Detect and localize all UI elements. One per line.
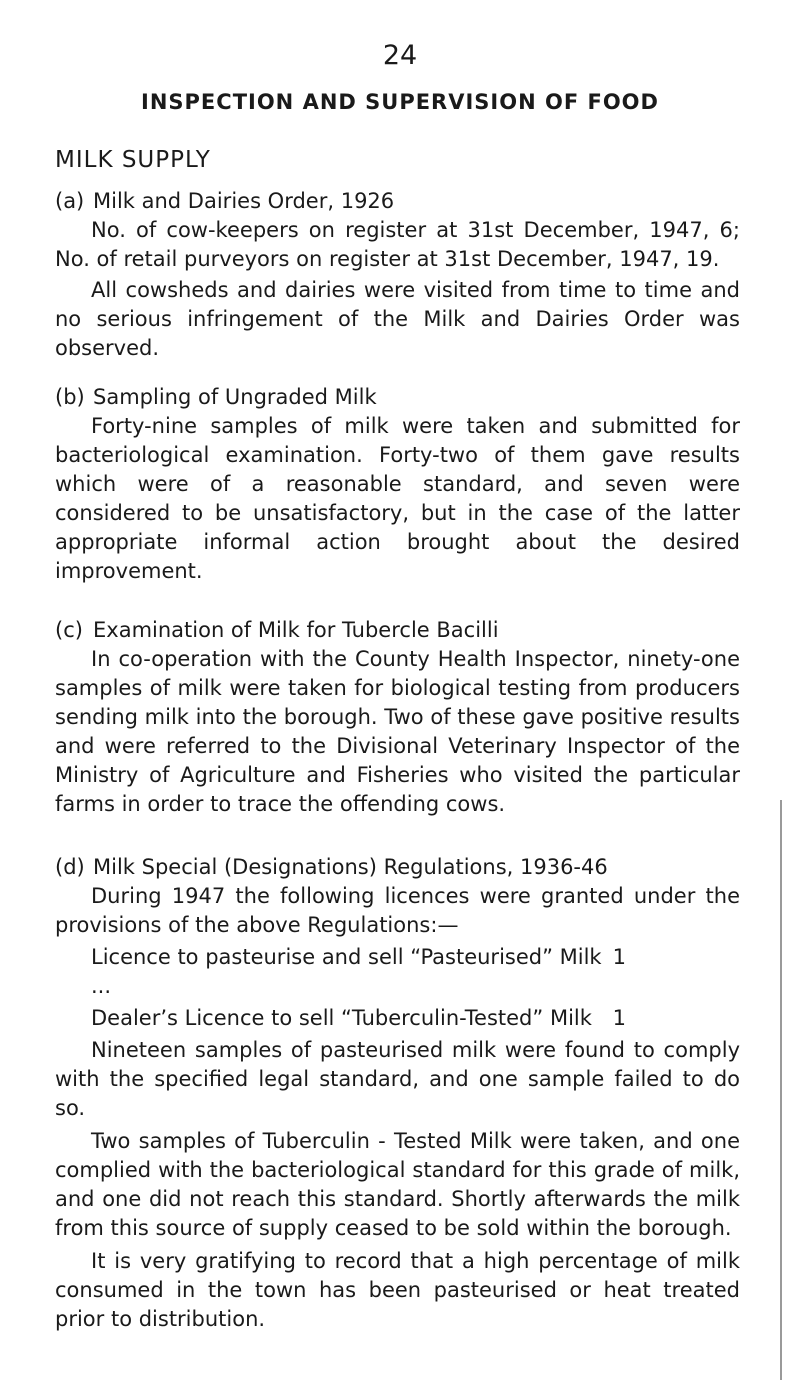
licence-row (91, 943, 626, 1001)
subsection-d (55, 853, 740, 1334)
paragraph: In co-operation with the County Health Inspector, ninety-one samples of milk were taken for biological testing from producers sending milk into the borough. Two of these gave positive results and were referred to the Divisional Veterinary Inspector of the Ministry of Agriculture and Fisheries who visited the particular farms in order to trace the offending cows. (55, 647, 740, 816)
section-title: MILK SUPPLY (55, 147, 211, 173)
subsection-heading (55, 383, 740, 412)
subsection-title: Sampling of Ungraded Milk (93, 385, 377, 409)
subsection-letter: (a) (55, 189, 85, 213)
paragraph: All cowsheds and dairies were visited from time to time and no serious infringement of the Milk and Dairies Order was observed. (55, 278, 740, 360)
page-number: 24 (382, 40, 418, 71)
document-body (55, 187, 740, 1363)
subsection-b (55, 383, 740, 586)
page-title: INSPECTION AND SUPERVISION OF FOOD (141, 90, 659, 114)
licence-count: 1 (612, 1006, 626, 1030)
subsection-title: Milk Special (Designations) Regulations, 1936-46 (93, 855, 608, 879)
subsection-heading (55, 187, 740, 216)
paragraph: Nineteen samples of pasteurised milk were found to comply with the specified legal standard, and one sample failed to do so. (55, 1038, 740, 1120)
subsection-title: Milk and Dairies Order, 1926 (93, 189, 395, 213)
subsection-heading (55, 853, 740, 882)
subsection-c (55, 616, 740, 819)
subsection-title: Examination of Milk for Tubercle Bacilli (93, 618, 499, 642)
paragraph: No. of cow-keepers on register at 31st December, 1947, 6; No. of retail purveyors on register at 31st December, 1947, 19. (55, 218, 740, 271)
scan-edge-mark (780, 800, 782, 1380)
intro-paragraph: During 1947 the following licences were granted under the provisions of the above Regulations:— (55, 884, 740, 937)
licence-row (91, 1004, 626, 1033)
subsection-letter: (c) (55, 618, 83, 642)
paragraph: Two samples of Tuberculin - Tested Milk were taken, and one complied with the bacteriological standard for this grade of milk, and one did not reach this standard. Shortly afterwards the milk from this source of supply ceased to be sold within the borough. (55, 1129, 740, 1240)
subsection-letter: (b) (55, 385, 85, 409)
paragraph: Forty-nine samples of milk were taken and submitted for bacteriological examination. Forty-two of them gave results which were of a reasonable standard, and seven were considered to be unsatisfactory, but in the case of the latter appropriate informal action brought about the desired improvement. (55, 414, 740, 583)
subsection-a (55, 187, 740, 363)
subsection-heading (55, 616, 740, 645)
subsection-letter: (d) (55, 855, 85, 879)
licence-text: Licence to pasteurise and sell “Pasteurised” Milk ... (91, 945, 602, 998)
licence-text: Dealer’s Licence to sell “Tuberculin-Tested” Milk (91, 1006, 592, 1030)
paragraph: It is very gratifying to record that a high percentage of milk consumed in the town has been pasteurised or heat treated prior to distribution. (55, 1249, 740, 1331)
licence-count: 1 (612, 945, 626, 969)
